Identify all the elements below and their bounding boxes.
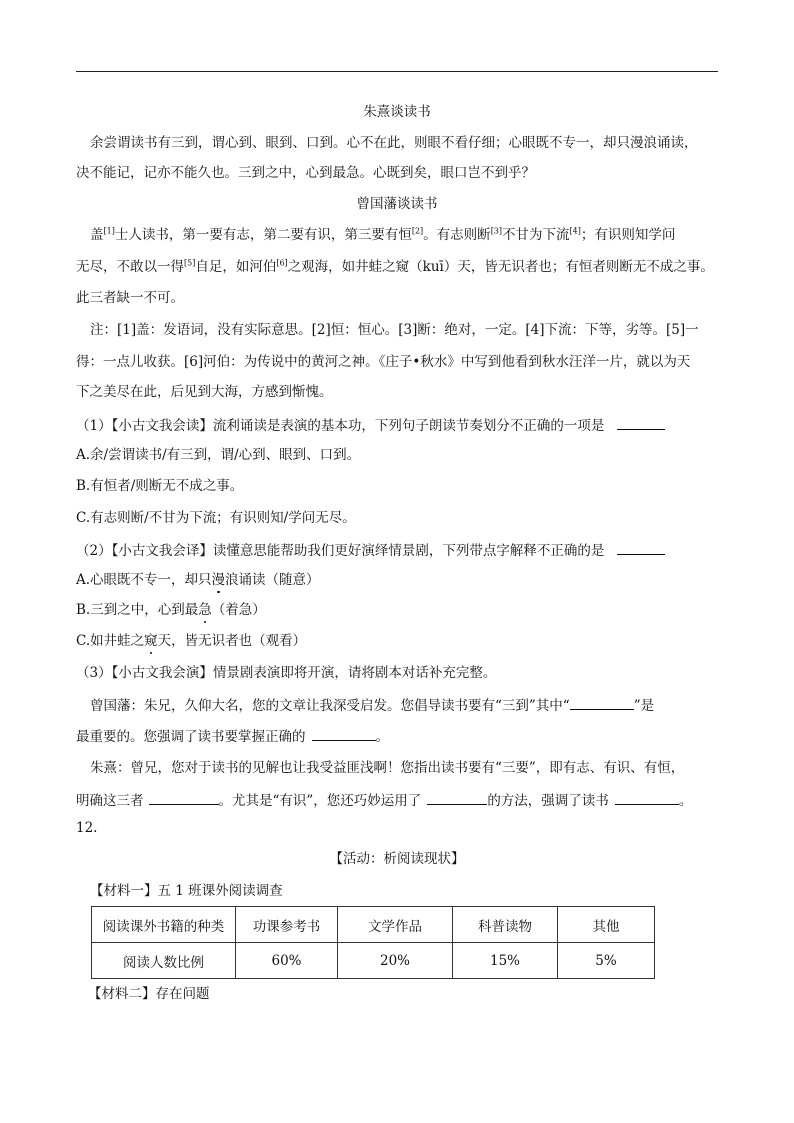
q1-answer-blank[interactable]	[617, 415, 665, 430]
dotted-char: 漫	[211, 572, 226, 588]
q3-dialogue-2b: 明确这三者 。尤其是“有识”，您还巧妙运用了 的方法，强调了读书 。	[76, 790, 726, 810]
table-cell: 20%	[338, 943, 453, 979]
question-12-number: 12.	[76, 820, 98, 836]
notes-line-1: 注：[1]盖：发语词，没有实际意思。[2]恒：恒心。[3]断：绝对，一定。[4]下流：下等，劣等。[5]一	[90, 322, 699, 338]
q3-blank-2[interactable]	[312, 726, 376, 741]
q1-stem: （1）【小古文我会读】流利诵读是表演的基本功，下列句子朗读节奏划分不正确的一项是	[76, 415, 726, 435]
q3-blank-1[interactable]	[570, 695, 634, 710]
passage2-line-2: 无尽，不敢以一得[5]自足，如河伯[6]之观海，如井蛙之窥（kuī）天，皆无识者也；有恒者则断无不成之事。	[76, 258, 714, 275]
passage1-line-1: 余尝谓读书有三到，谓心到、眼到、口到。心不在此，则眼不看仔细；心眼既不专一，却只漫浪诵读，	[90, 135, 698, 151]
q2-stem: （2）【小古文我会译】读懂意思能帮助我们更好演绎情景剧，下列带点字解释不正确的是	[76, 540, 726, 560]
q3-dialogue-1a: 曾国藩：朱兄，久仰大名，您的文章让我深受启发。您倡导读书要有“三到”其中“ ”是	[90, 695, 740, 715]
dotted-char: 窥	[144, 633, 158, 649]
q1-option-c: C.有志则断/不甘为下流；有识则知/学问无尽。	[76, 510, 356, 526]
reading-survey-table	[91, 906, 655, 979]
q2-option-c: C.如井蛙之窥天，皆无识者也（观看）	[76, 633, 307, 649]
table-header-row	[92, 907, 655, 943]
passage1-title: 朱熹谈读书	[363, 104, 431, 120]
passage2-line-3: 此三者缺一不可。	[76, 290, 184, 306]
passage2-title: 曾国藩谈读书	[356, 196, 438, 212]
table-cell: 阅读人数比例	[92, 943, 236, 979]
table-cell: 15%	[453, 943, 558, 979]
q3-stem: （3）【小古文我会演】情景剧表演即将开演，请将剧本对话补充完整。	[76, 665, 497, 681]
material-1-title: 【材料一】五 1 班课外阅读调查	[90, 883, 283, 899]
q3-dialogue-2a: 朱熹：曾兄，您对于读书的见解也让我受益匪浅啊！您指出读书要有“三要”，即有志、有识、有恒，	[90, 760, 685, 776]
q2-option-a: A.心眼既不专一，却只漫浪诵读（随意）	[76, 572, 320, 588]
q2-answer-blank[interactable]	[617, 540, 665, 555]
material-2-title: 【材料二】存在问题	[88, 986, 210, 1002]
passage2-line-1: 盖[1]士人读书，第一要有志，第二要有识，第三要有恒[2]。有志则断[3]不甘为下流[4]；有识则知学问	[90, 226, 676, 243]
table-cell: 5%	[558, 943, 655, 979]
q3-blank-5[interactable]	[615, 790, 679, 805]
q1-option-a: A.余/尝谓读书/有三到，谓/心到、眼到、口到。	[76, 447, 361, 463]
table-header-cell: 科普读物	[453, 907, 558, 943]
table-header-cell: 阅读课外书籍的种类	[92, 907, 236, 943]
q1-option-b: B.有恒者/则断无不成之事。	[76, 478, 244, 494]
activity-title: 【活动：析阅读现状】	[329, 851, 465, 867]
header-rule	[76, 71, 718, 72]
table-cell: 60%	[236, 943, 338, 979]
q3-blank-4[interactable]	[427, 790, 487, 805]
q3-dialogue-1b: 最重要的。您强调了读书要掌握正确的 。	[76, 726, 726, 746]
table-header-cell: 文学作品	[338, 907, 453, 943]
table-row	[92, 943, 655, 979]
dotted-char: 急	[198, 602, 212, 618]
table-header-cell: 其他	[558, 907, 655, 943]
notes-line-2: 得：一点儿收获。[6]河伯：为传说中的黄河之神。《庄子•秋水》中写到他看到秋水汪洋一片，就以为天	[76, 354, 691, 370]
passage1-line-2: 决不能记，记亦不能久也。三到之中，心到最急。心既到矣，眼口岂不到乎？	[76, 165, 535, 181]
q3-blank-3[interactable]	[149, 790, 219, 805]
q2-option-b: B.三到之中，心到最急（着急）	[76, 602, 266, 618]
notes-line-3: 下之美尽在此，后见到大海，方感到惭愧。	[76, 384, 333, 400]
table-header-cell: 功课参考书	[236, 907, 338, 943]
